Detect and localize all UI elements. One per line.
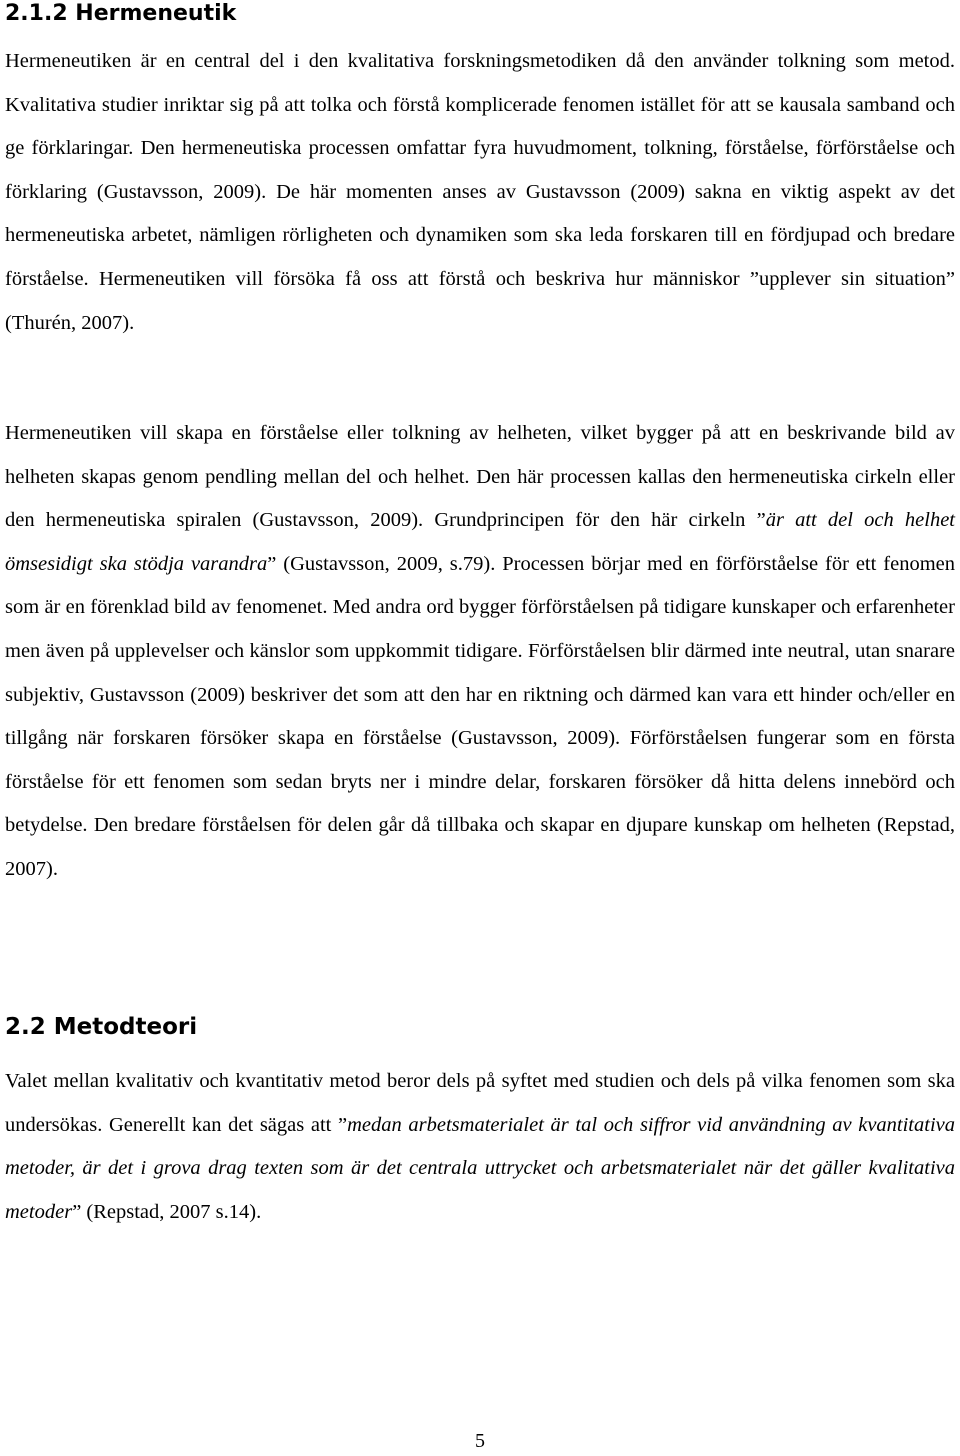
quote-italic: medan arbetsmaterialet är tal och siffror vid användning av kvantitativa metoder, är det i grova drag texten som är det centrala uttrycket och arbetsmaterialet när det gäller kvalitativa metoder — [5, 1113, 955, 1223]
text-segment: ” (Gustavsson, 2009, s.79). Processen börjar med en förförståelse för ett fenomen som är en förenklad bild av fenomenet. Med andra ord bygger förförståelsen på tidigare kunskaper och erfarenheter men även på upplevelser och känslor som uppkommit tidigare. Förförståelsen blir därmed inte neutral, utan snarare subjektiv, Gustavsson (2009) beskriver det som att den har en riktning och därmed kan vara ett hinder och/eller en tillgång när forskaren försöker skapa en förståelse (Gustavsson, 2009). Förförståelsen fungerar som en första förståelse för ett fenomen som sedan bryts ner i mindre delar, forskaren försöker då hitta delens innebörd och betydelse. Den bredare förståelsen för delen går då tillbaka och skapar en djupare kunskap om helheten (Repstad, 2007). — [5, 552, 955, 880]
paragraph-metodteori — [5, 1060, 955, 1234]
text-segment: Valet mellan kvalitativ och kvantitativ metod beror dels på syftet med studien och dels på vilka fenomen som ska undersökas. Generellt kan det sägas att ” — [5, 1070, 955, 1136]
section-heading-metodteori: 2.2 Metodteori — [5, 1014, 198, 1040]
quote-italic: är att del och helhet ömsesidigt ska stödja varandra — [5, 509, 956, 575]
section-heading-hermeneutik: 2.1.2 Hermeneutik — [5, 1, 237, 26]
text-segment: Hermeneutiken vill skapa en förståelse eller tolkning av helheten, vilket bygger på att en beskrivande bild av helheten skapas genom pendling mellan del och helhet. Den här processen kallas den hermeneutiska cirkeln eller den hermeneutiska spiralen (Gustavsson, 2009). Grundprincipen för den här cirkeln ” — [5, 422, 955, 532]
page-number: 5 — [475, 1430, 485, 1452]
text-segment: Hermeneutiken är en central del i den kvalitativa forskningsmetodiken då den använder tolkning som metod. Kvalitativa studier inriktar sig på att tolka och förstå komplicerade fenomen istället för att se kausala samband och ge förklaringar. Den hermeneutiska processen omfattar fyra huvudmoment, tolkning, förståelse, förförståelse och förklaring (Gustavsson, 2009). De här momenten anses av Gustavsson (2009) sakna en viktig aspekt av det hermeneutiska arbetet, nämligen rörligheten och dynamiken som ska leda forskaren till en fördjupad och bredare förståelse. Hermeneutiken vill försöka få oss att förstå och beskriva hur människor ”upplever sin situation” (Thurén, 2007). — [5, 50, 955, 334]
paragraph-hermeneutic-circle — [5, 412, 955, 892]
paragraph-hermeneutik-intro — [5, 40, 955, 345]
text-segment: ” (Repstad, 2007 s.14). — [72, 1200, 262, 1223]
